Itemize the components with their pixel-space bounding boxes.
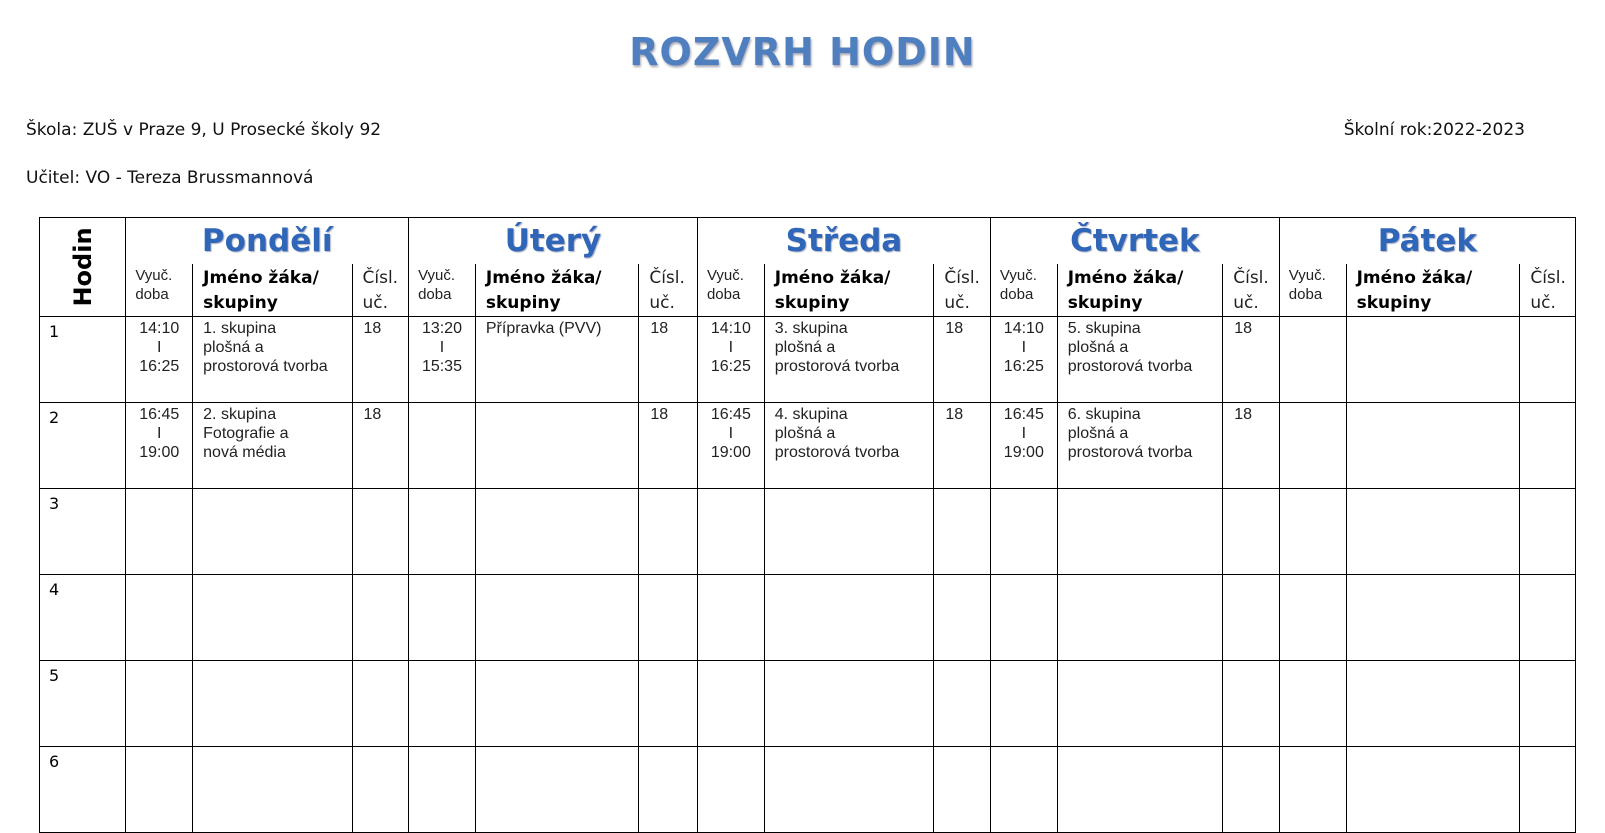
lesson-group [1346,403,1520,489]
lesson-time [1279,317,1346,403]
lesson-number: 6 [40,747,126,833]
lesson-group [764,575,934,661]
lesson-group [764,489,934,575]
lesson-time: 14:10 I 16:25 [126,317,193,403]
time-column-header-pondeli: Vyuč. doba [126,264,193,317]
day-header-row [40,218,1576,265]
lesson-room [1223,489,1280,575]
lesson-time [697,575,764,661]
teacher-info: Učitel: VO - Tereza Brussmannová [26,168,314,188]
lesson-group [475,489,638,575]
subheader-row [40,264,1576,317]
lesson-group [1057,747,1223,833]
lesson-time [126,661,193,747]
lesson-room [934,575,991,661]
page-title: ROZVRH HODIN [629,30,976,74]
lesson-group [1346,489,1520,575]
lesson-group [764,661,934,747]
time-column-header-utery: Vyuč. doba [409,264,476,317]
lesson-room [934,661,991,747]
day-header-streda: Středa [697,218,990,265]
lesson-room [352,661,409,747]
room-column-header-patek: Čísl. uč. [1520,264,1576,317]
table-row [40,575,1576,661]
lesson-room [1520,575,1576,661]
lesson-group [1057,575,1223,661]
lesson-group: 3. skupina plošná a prostorová tvorba [764,317,934,403]
lesson-room: 18 [934,317,991,403]
lesson-time: 16:45 I 19:00 [126,403,193,489]
lesson-group [1346,575,1520,661]
lesson-time: 16:45 I 19:00 [990,403,1057,489]
lesson-group: 6. skupina plošná a prostorová tvorba [1057,403,1223,489]
table-row [40,403,1576,489]
school-year: Školní rok:2022-2023 [1343,120,1525,140]
lesson-time [990,575,1057,661]
lesson-group [1057,661,1223,747]
lesson-time [697,661,764,747]
lesson-time: 14:10 I 16:25 [990,317,1057,403]
lesson-number: 3 [40,489,126,575]
lesson-number: 4 [40,575,126,661]
lesson-time: 13:20 I 15:35 [409,317,476,403]
lesson-room: 18 [352,317,409,403]
lesson-room [934,747,991,833]
lesson-room [1520,317,1576,403]
lesson-room [1520,661,1576,747]
lesson-group: 1. skupina plošná a prostorová tvorba [193,317,352,403]
room-column-header-utery: Čísl. uč. [639,264,698,317]
lesson-room [639,489,698,575]
lesson-time [1279,661,1346,747]
lesson-group [1346,661,1520,747]
lesson-time [126,575,193,661]
lesson-number: 5 [40,661,126,747]
schedule-body [40,317,1576,833]
schedule-table [39,217,1576,833]
lesson-room [1520,747,1576,833]
lesson-time [126,747,193,833]
lesson-room: 18 [1223,403,1280,489]
name-column-header-ctvrtek: Jméno žáka/ skupiny [1057,264,1223,317]
lesson-room [352,747,409,833]
lesson-group [475,575,638,661]
day-header-ctvrtek: Čtvrtek [990,218,1279,265]
lesson-group: 2. skupina Fotografie a nová média [193,403,352,489]
lesson-room: 18 [639,403,698,489]
time-column-header-streda: Vyuč. doba [697,264,764,317]
name-column-header-streda: Jméno žáka/ skupiny [764,264,934,317]
lesson-room [352,489,409,575]
lesson-room [639,575,698,661]
lesson-group [475,661,638,747]
lesson-room [1520,403,1576,489]
table-row [40,747,1576,833]
lesson-number: 2 [40,403,126,489]
lesson-time [990,489,1057,575]
lesson-time [409,661,476,747]
lesson-room [1223,575,1280,661]
table-row [40,317,1576,403]
lesson-group [475,747,638,833]
lesson-time: 14:10 I 16:25 [697,317,764,403]
lesson-time [409,747,476,833]
school-info: Škola: ZUŠ v Praze 9, U Prosecké školy 92 [26,120,382,140]
table-row [40,489,1576,575]
lesson-group: Přípravka (PVV) [475,317,638,403]
lesson-room: 18 [639,317,698,403]
lesson-time [1279,747,1346,833]
lesson-time [409,489,476,575]
lesson-time [409,403,476,489]
lesson-group [1057,489,1223,575]
lesson-time [1279,489,1346,575]
lesson-time [697,489,764,575]
lesson-room [1223,661,1280,747]
lesson-group [1346,747,1520,833]
lesson-time [697,747,764,833]
lesson-time [990,661,1057,747]
name-column-header-utery: Jméno žáka/ skupiny [475,264,638,317]
name-column-header-pondeli: Jméno žáka/ skupiny [193,264,352,317]
lesson-group [193,575,352,661]
table-row [40,661,1576,747]
lesson-group: 5. skupina plošná a prostorová tvorba [1057,317,1223,403]
lesson-room [1520,489,1576,575]
time-column-header-ctvrtek: Vyuč. doba [990,264,1057,317]
lesson-group [193,747,352,833]
day-header-utery: Úterý [409,218,698,265]
lesson-time [409,575,476,661]
lesson-room [639,661,698,747]
lesson-room: 18 [1223,317,1280,403]
room-column-header-pondeli: Čísl. uč. [352,264,409,317]
hodin-header [40,218,126,317]
lesson-time [1279,575,1346,661]
name-column-header-patek: Jméno žáka/ skupiny [1346,264,1520,317]
day-header-patek: Pátek [1279,218,1575,265]
lesson-group [1346,317,1520,403]
room-column-header-ctvrtek: Čísl. uč. [1223,264,1280,317]
lesson-room: 18 [352,403,409,489]
time-column-header-patek: Vyuč. doba [1279,264,1346,317]
lesson-time [1279,403,1346,489]
day-header-pondeli: Pondělí [126,218,409,265]
lesson-group [193,489,352,575]
lesson-number: 1 [40,317,126,403]
lesson-room [934,489,991,575]
lesson-room [639,747,698,833]
room-column-header-streda: Čísl. uč. [934,264,991,317]
lesson-time: 16:45 I 19:00 [697,403,764,489]
lesson-group [764,747,934,833]
lesson-time [990,747,1057,833]
hodin-label: Hodin [68,227,97,307]
lesson-room [352,575,409,661]
lesson-group [475,403,638,489]
lesson-room [1223,747,1280,833]
lesson-group [193,661,352,747]
lesson-room: 18 [934,403,991,489]
lesson-group: 4. skupina plošná a prostorová tvorba [764,403,934,489]
lesson-time [126,489,193,575]
